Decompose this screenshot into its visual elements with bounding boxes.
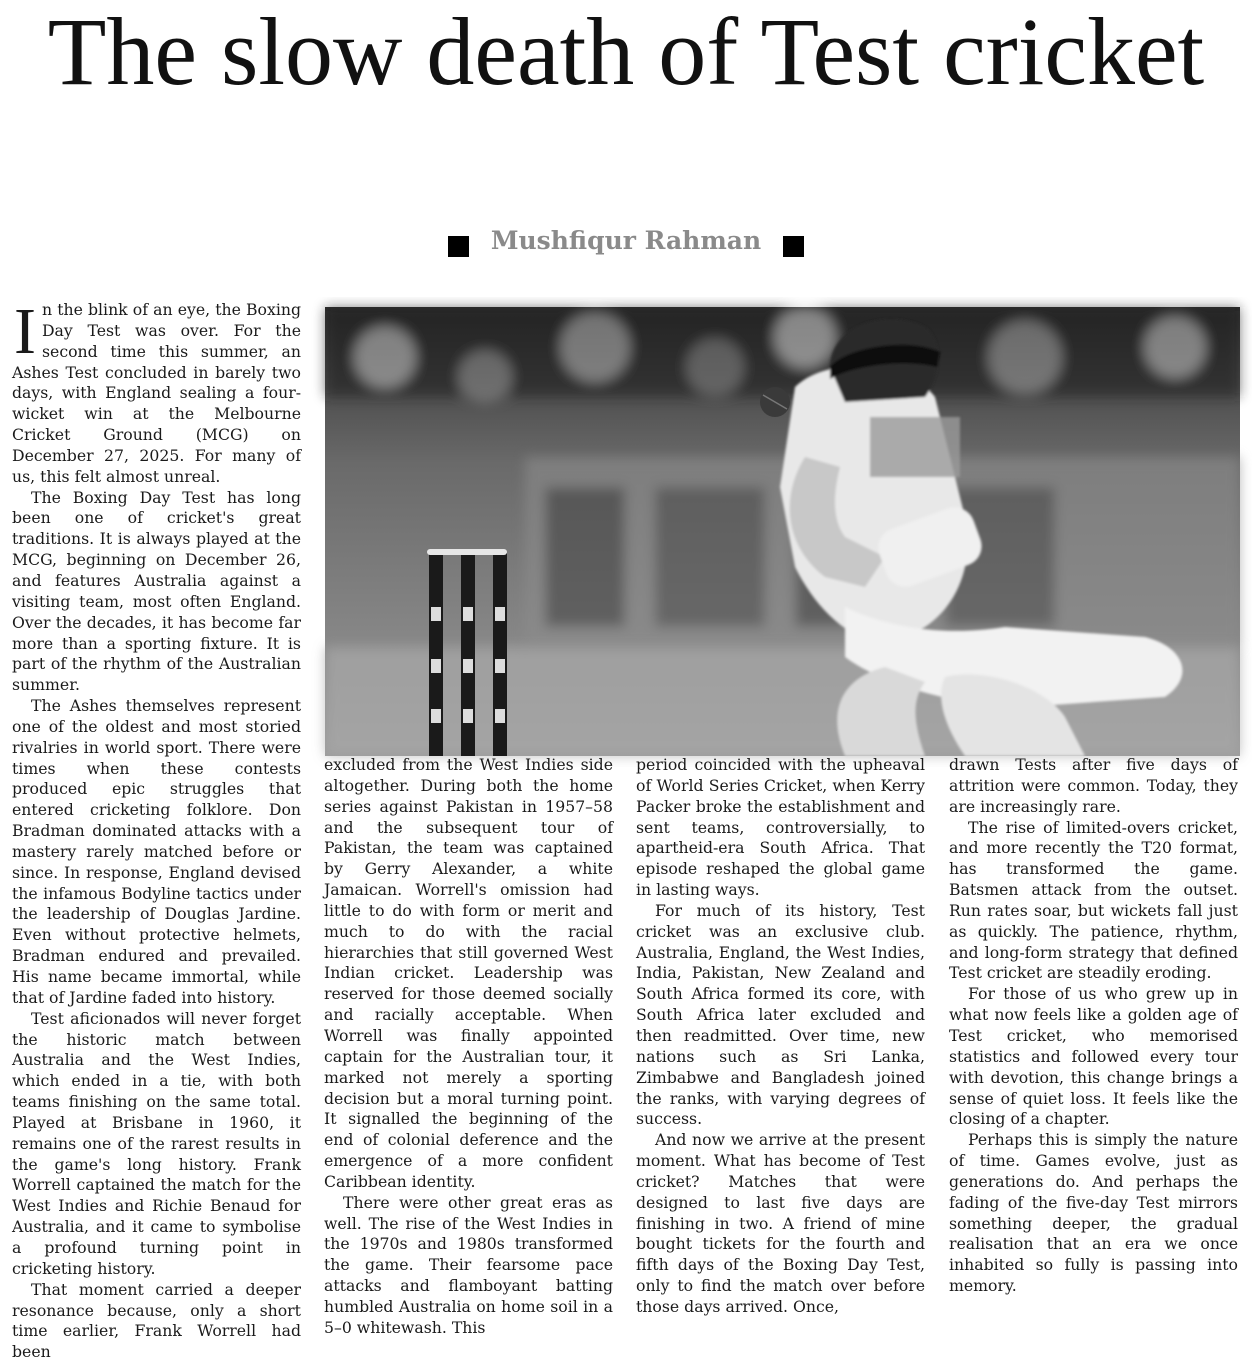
paragraph: There were other great eras as well. The rise of the West Indies in the 1970s and 1980s transformed the game. Their fearsome pace attacks and flamboyant batting humbled Australia on home soil in a 5–0 whitewash. This: [324, 1192, 613, 1337]
article-column-3: [636, 755, 925, 1316]
author-name: Mushfiqur Rahman: [490, 226, 762, 255]
paragraph: The Boxing Day Test has long been one of cricket's great traditions. It is always played at the MCG, beginning on December 26, and features Australia against a visiting team, most often England. Over the decades, it has become far more than a sporting fixture. It is part of the rhythm of the Australian summer.: [12, 487, 301, 695]
paragraph-text: n the blink of an eye, the Boxing Day Test was over. For the second time this summer, an Ashes Test concluded in barely two days, with England sealing a four-wicket win at the Melbourne Cricket Ground (MCG) on December 27, 2025. For many of us, this felt almost unreal.: [12, 300, 301, 486]
paragraph: That moment carried a deeper resonance because, only a short time earlier, Frank Worrell had been: [12, 1279, 301, 1362]
article-photo: [325, 307, 1240, 756]
headline: The slow death of Test cricket: [47, 0, 1205, 105]
byline-square-right: [783, 236, 804, 257]
batsman-photo-illustration: [325, 307, 1240, 756]
paragraph: drawn Tests after five days of attrition were common. Today, they are increasingly rare.: [949, 755, 1238, 816]
paragraph: period coincided with the upheaval of World Series Cricket, when Kerry Packer broke the establishment and sent teams, controversially, to apartheid-era South Africa. That episode reshaped the global game in lasting ways.: [636, 755, 925, 900]
paragraph: [12, 295, 301, 488]
article-column-2: [324, 755, 613, 1337]
article-column-1: [12, 295, 301, 1362]
crowd-blur: [325, 307, 1240, 403]
paragraph: The rise of limited-overs cricket, and more recently the T20 format, has transformed the game. Batsmen attack from the outset. Run rates soar, but wickets fall just as quickly. The patience, rhythm, and long-form strategy that defined Test cricket are steadily eroding.: [949, 817, 1238, 983]
stumps-icon: [427, 549, 507, 756]
paragraph: And now we arrive at the present moment. What has become of Test cricket? Matches that were designed to last five days are finishing in two. A friend of mine bought tickets for the fourth and fifth days of the Boxing Day Test, only to find the match over before those days arrived. Once,: [636, 1130, 925, 1316]
article-column-4: [949, 755, 1238, 1296]
byline-square-left: [448, 236, 469, 257]
paragraph: The Ashes themselves represent one of the oldest and most storied rivalries in world sport. There were times when these contests produced epic struggles that entered cricketing folklore. Don Bradman dominated attacks with a mastery rarely matched before or since. In response, England devised the infamous Bodyline tactics under the leadership of Douglas Jardine. Even without protective helmets, Bradman endured and prevailed. His name became immortal, while that of Jardine faded into history.: [12, 696, 301, 1007]
paragraph: For much of its history, Test cricket was an exclusive club. Australia, England, the West Indies, India, Pakistan, New Zealand and South Africa formed its core, with South Africa later excluded and then readmitted. Over time, new nations such as Sri Lanka, Zimbabwe and Bangladesh joined the ranks, with varying degrees of success.: [636, 900, 925, 1129]
byline: [0, 226, 1252, 255]
paragraph: excluded from the West Indies side altogether. During both the home series against Pakistan in 1957–58 and the subsequent tour of Pakistan, the team was captained by Gerry Alexander, a white Jamaican. Worrell's omission had little to do with form or merit and much to do with the racial hierarchies that still governed West Indian cricket. Leadership was reserved for those deemed socially and racially acceptable. When Worrell was finally appointed captain for the Australian tour, it marked not merely a sporting decision but a moral turning point. It signalled the beginning of the end of colonial deference and the emergence of a more confident Caribbean identity.: [324, 755, 613, 1191]
paragraph: For those of us who grew up in what now feels like a golden age of Test cricket, who memorised statistics and followed every tour with devotion, this change brings a sense of quiet loss. It feels like the closing of a chapter.: [949, 984, 1238, 1129]
paragraph: Perhaps this is simply the nature of time. Games evolve, just as generations do. And perhaps the fading of the five-day Test mirrors something deeper, the gradual realisation that an era we once inhabited so fully is passing into memory.: [949, 1130, 1238, 1296]
paragraph: Test aficionados will never forget the historic match between Australia and the West Indies, which ended in a tie, with both teams finishing on the same total. Played at Brisbane in 1960, it remains one of the rarest results in the game's long history. Frank Worrell captained the match for the West Indies and Richie Benaud for Australia, and it came to symbolise a profound turning point in cricketing history.: [12, 1008, 301, 1278]
drop-cap: I: [14, 295, 36, 368]
